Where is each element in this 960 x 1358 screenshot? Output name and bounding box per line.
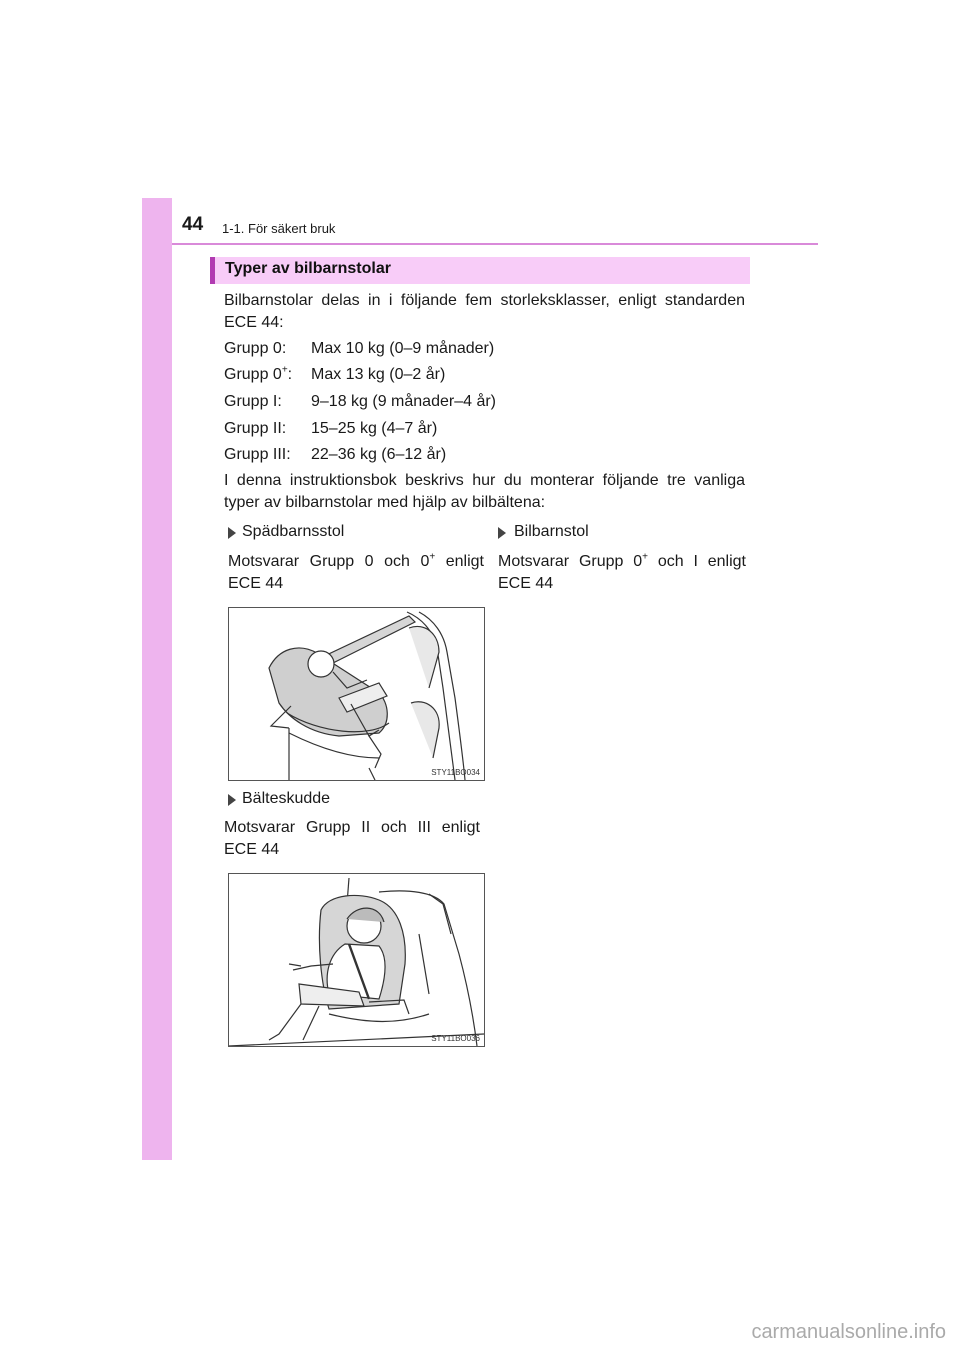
header-rule	[172, 243, 818, 245]
infant-seat-illustration	[228, 607, 485, 781]
booster-heading: Bälteskudde	[242, 790, 331, 807]
bullet-triangle-icon	[228, 527, 236, 539]
intro-paragraph: Bilbarnstolar delas in i följande fem storleksklasser, enligt standarden ECE 44:	[224, 292, 745, 331]
group-label: Grupp III:	[224, 446, 291, 463]
group-value: Max 10 kg (0–9 månader)	[311, 340, 495, 357]
child-seat-heading: Bilbarnstol	[514, 523, 589, 540]
group-label: Grupp I:	[224, 393, 282, 410]
booster-description: Motsvarar Grupp II och III enligt ECE 44	[224, 819, 480, 858]
group-value: 22–36 kg (6–12 år)	[311, 446, 447, 463]
bullet-triangle-icon	[498, 527, 506, 539]
section-title: Typer av bilbarnstolar	[225, 260, 391, 277]
group-label: Grupp II:	[224, 420, 287, 437]
infant-seat-description: Motsvarar Grupp 0 och 0+ enligt ECE 44	[228, 551, 484, 592]
booster-illustration	[228, 873, 485, 1047]
bullet-triangle-icon	[228, 794, 236, 806]
closing-paragraph: I denna instruktionsbok beskrivs hur du monterar följande tre vanliga typer av bilbarnstolar med hjälp av bilbältena:	[224, 472, 745, 511]
image-code: STY11BO036	[431, 1034, 480, 1043]
infant-seat-heading: Spädbarnsstol	[242, 523, 345, 540]
image-code: STY11BO034	[431, 768, 480, 777]
group-value: Max 13 kg (0–2 år)	[311, 366, 446, 383]
chapter-sidebar-tab	[142, 198, 172, 1160]
group-label: Grupp 0:	[224, 340, 287, 357]
section-title-box	[210, 257, 750, 284]
watermark: carmanualsonline.info	[751, 1321, 946, 1343]
child-seat-description: Motsvarar Grupp 0+ och I enligt ECE 44	[498, 551, 747, 592]
group-value: 9–18 kg (9 månader–4 år)	[311, 393, 496, 410]
page-number: 44	[182, 214, 204, 235]
group-value: 15–25 kg (4–7 år)	[311, 420, 438, 437]
section-header: 1-1. För säkert bruk	[222, 221, 336, 236]
group-label: Grupp 0+:	[224, 364, 293, 383]
